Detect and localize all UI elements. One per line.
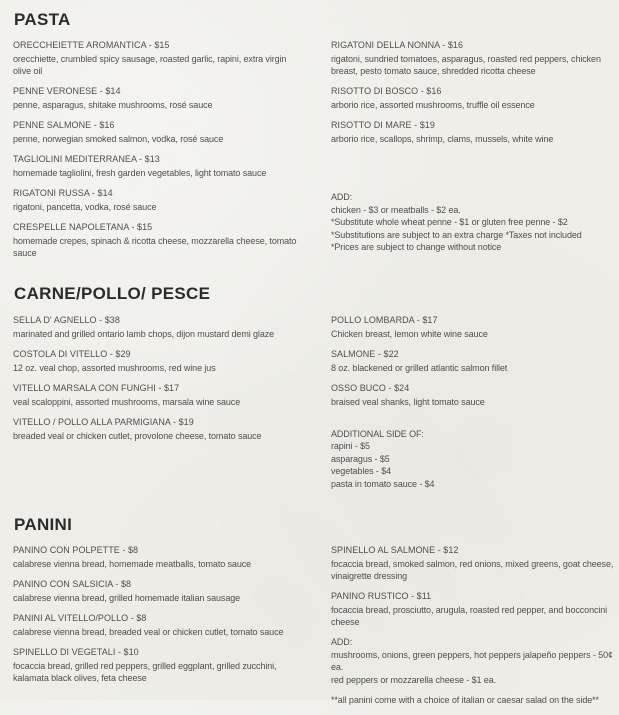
menu-note-line: ADD: bbox=[331, 192, 353, 203]
section-title: PANINI bbox=[14, 515, 73, 534]
menu-item bbox=[13, 39, 301, 77]
menu-item-title: PANINO CON SALSICIA - $8 bbox=[13, 579, 132, 590]
menu-section-pasta bbox=[13, 9, 606, 267]
menu-item-title: RIGATONI RUSSA - $14 bbox=[13, 188, 113, 199]
menu-item-description: arborio rice, assorted mushrooms, truffle oil essence bbox=[331, 100, 535, 111]
menu-item-title: CRESPELLE NAPOLETANA - $15 bbox=[13, 222, 153, 233]
menu-item-description: orecchiette, crumbled spicy sausage, roasted garlic, rapini, extra virgin olive oil bbox=[13, 54, 287, 77]
menu-note-line: ADDITIONAL SIDE OF: bbox=[331, 428, 424, 439]
menu-item-title: SALMONE - $22 bbox=[331, 348, 399, 359]
menu-item bbox=[13, 348, 301, 374]
menu-item-title: SPINELLO AL SALMONE - $12 bbox=[331, 545, 459, 556]
menu-item-description: veal scaloppini, assorted mushrooms, marsala wine sauce bbox=[13, 396, 241, 407]
menu-item-title: PENNE SALMONE - $16 bbox=[13, 120, 115, 131]
menu-column-right bbox=[331, 314, 619, 499]
menu-item bbox=[13, 153, 301, 179]
menu-item bbox=[13, 544, 301, 570]
menu-item bbox=[13, 416, 301, 442]
menu-note-line: asparagus - $5 bbox=[331, 453, 390, 464]
menu-note-line: vegetables - $4 bbox=[331, 466, 392, 476]
menu-column-right bbox=[331, 544, 619, 715]
menu-item-title: ORECCHEIETTE AROMANTICA - $15 bbox=[13, 40, 170, 51]
menu-item bbox=[13, 221, 301, 259]
menu-note-line: chicken - $3 or meatballs - $2 ea. bbox=[331, 204, 461, 215]
menu-column-left bbox=[13, 39, 301, 267]
menu-item-title: SPINELLO DI VEGETALI - $10 bbox=[13, 647, 139, 658]
menu-item-title: VITELLO MARSALA CON FUNGHI - $17 bbox=[13, 382, 180, 393]
menu-note-line: mushrooms, onions, green peppers, hot peppers jalapeño peppers - 50¢ ea. bbox=[331, 649, 613, 673]
section-columns bbox=[13, 544, 614, 715]
menu-item bbox=[13, 314, 301, 340]
menu-item-description: homemade tagliolini, fresh garden vegetables, light tomato sauce bbox=[13, 168, 267, 179]
menu-column-left bbox=[13, 314, 301, 499]
menu-item-description: focaccia bread, smoked salmon, red onions, mixed greens, goat cheese, vinaigrette dressing bbox=[331, 559, 614, 582]
menu-item-description: braised veal shanks, light tomato sauce bbox=[331, 396, 485, 407]
menu-item-title: RISOTTO DI MARE - $19 bbox=[331, 120, 435, 131]
menu-note-line: pasta in tomato sauce - $4 bbox=[331, 478, 435, 489]
menu-column-left bbox=[13, 544, 301, 715]
menu-item-description: penne, norwegian smoked salmon, vodka, rosé sauce bbox=[13, 134, 224, 145]
menu-note-line: ADD: bbox=[331, 637, 353, 648]
menu-note-line: red peppers or mozzarella cheese - $1 ea. bbox=[331, 674, 496, 685]
menu-item-title: VITELLO / POLLO ALLA PARMIGIANA - $19 bbox=[13, 416, 194, 427]
menu-note-line: *Substitutions are subject to an extra charge *Taxes not included bbox=[331, 229, 582, 240]
menu-item-description: homemade crepes, spinach & ricotta cheese, mozzarella cheese, tomato sauce bbox=[13, 236, 297, 259]
menu-item-description: penne, asparagus, shitake mushrooms, rosé sauce bbox=[13, 100, 213, 111]
menu-item bbox=[13, 187, 301, 213]
menu-item bbox=[13, 382, 301, 408]
menu-item bbox=[13, 646, 301, 684]
menu-item-description: breaded veal or chicken cutlet, provolone cheese, tomato sauce bbox=[13, 430, 262, 441]
menu-item bbox=[13, 119, 301, 145]
menu-item bbox=[13, 578, 301, 604]
menu-item-description: calabrese vienna bread, homemade meatballs, tomato sauce bbox=[13, 559, 252, 570]
menu-item-title: PANINO CON POLPETTE - $8 bbox=[13, 545, 139, 556]
section-title: CARNE/POLLO/ PESCE bbox=[14, 284, 211, 304]
menu-item bbox=[331, 590, 619, 628]
menu-item bbox=[331, 119, 619, 145]
menu-item-description: rigatoni, sundried tomatoes, asparagus, roasted red peppers, chicken breast, pesto tomato sauce, shredded ricotta cheese bbox=[331, 54, 601, 77]
menu-item bbox=[331, 85, 619, 111]
section-columns bbox=[13, 39, 606, 267]
menu-item-description: calabrese vienna bread, grilled homemade italian sausage bbox=[13, 593, 241, 604]
menu-section-panini bbox=[13, 514, 614, 715]
menu-item-title: SELLA D' AGNELLO - $38 bbox=[13, 314, 120, 325]
menu-note bbox=[331, 428, 619, 491]
menu-note bbox=[331, 636, 619, 686]
menu-note bbox=[331, 191, 619, 254]
section-columns bbox=[13, 314, 606, 499]
menu-item-title: TAGLIOLINI MEDITERRANEA - $13 bbox=[13, 154, 160, 165]
menu-item-title: RIGATONI DELLA NONNA - $16 bbox=[331, 40, 464, 51]
menu-item-description: focaccia bread, prosciutto, arugula, roasted red pepper, and bocconcini cheese bbox=[331, 605, 608, 628]
menu-item-title: POLLO LOMBARDA - $17 bbox=[331, 314, 438, 325]
menu-column-right bbox=[331, 39, 619, 267]
menu-item-description: focaccia bread, grilled red peppers, grilled eggplant, grilled zucchini, kalamata black olives, feta cheese bbox=[13, 661, 277, 684]
menu-item bbox=[331, 544, 619, 582]
menu-item-title: RISOTTO DI BOSCO - $16 bbox=[331, 86, 442, 97]
menu-note-line: rapini - $5 bbox=[331, 441, 370, 451]
menu-item bbox=[331, 382, 619, 408]
menu-item-description: Chicken breast, lemon white wine sauce bbox=[331, 328, 488, 339]
menu-item bbox=[331, 314, 619, 340]
menu-item bbox=[331, 348, 619, 374]
menu-note-line: *Prices are subject to change without notice bbox=[331, 242, 502, 253]
menu-item bbox=[13, 612, 301, 638]
menu-item-description: marinated and grilled ontario lamb chops, dijon mustard demi glaze bbox=[13, 328, 275, 339]
menu-item-title: COSTOLA DI VITELLO - $29 bbox=[13, 348, 131, 359]
menu-item-title: PANINI AL VITELLO/POLLO - $8 bbox=[13, 613, 147, 624]
menu-note-line: **all panini come with a choice of italian or caesar salad on the side** bbox=[331, 695, 599, 706]
menu-note bbox=[331, 694, 619, 707]
menu-item-description: calabrese vienna bread, breaded veal or chicken cutlet, tomato sauce bbox=[13, 627, 284, 638]
section-title: PASTA bbox=[14, 10, 71, 29]
menu-item-description: rigatoni, pancetta, vodka, rosé sauce bbox=[13, 202, 157, 213]
menu-item-title: OSSO BUCO - $24 bbox=[331, 382, 410, 393]
menu-item-title: PANINO RUSTICO - $11 bbox=[331, 591, 432, 602]
menu-item-description: 12 oz. veal chop, assorted mushrooms, red wine jus bbox=[13, 362, 216, 373]
menu-section-carne-pollo-pesce bbox=[13, 283, 606, 498]
menu-item-description: arborio rice, scallops, shrimp, clams, mussels, white wine bbox=[331, 134, 554, 145]
menu-item-description: 8 oz. blackened or grilled atlantic salmon fillet bbox=[331, 362, 508, 373]
menu-note-line: *Substitute whole wheat penne - $1 or gluten free penne - $2 bbox=[331, 217, 568, 228]
menu-item-title: PENNE VERONESE - $14 bbox=[13, 86, 121, 97]
menu-item bbox=[331, 39, 619, 77]
menu-item bbox=[13, 85, 301, 111]
